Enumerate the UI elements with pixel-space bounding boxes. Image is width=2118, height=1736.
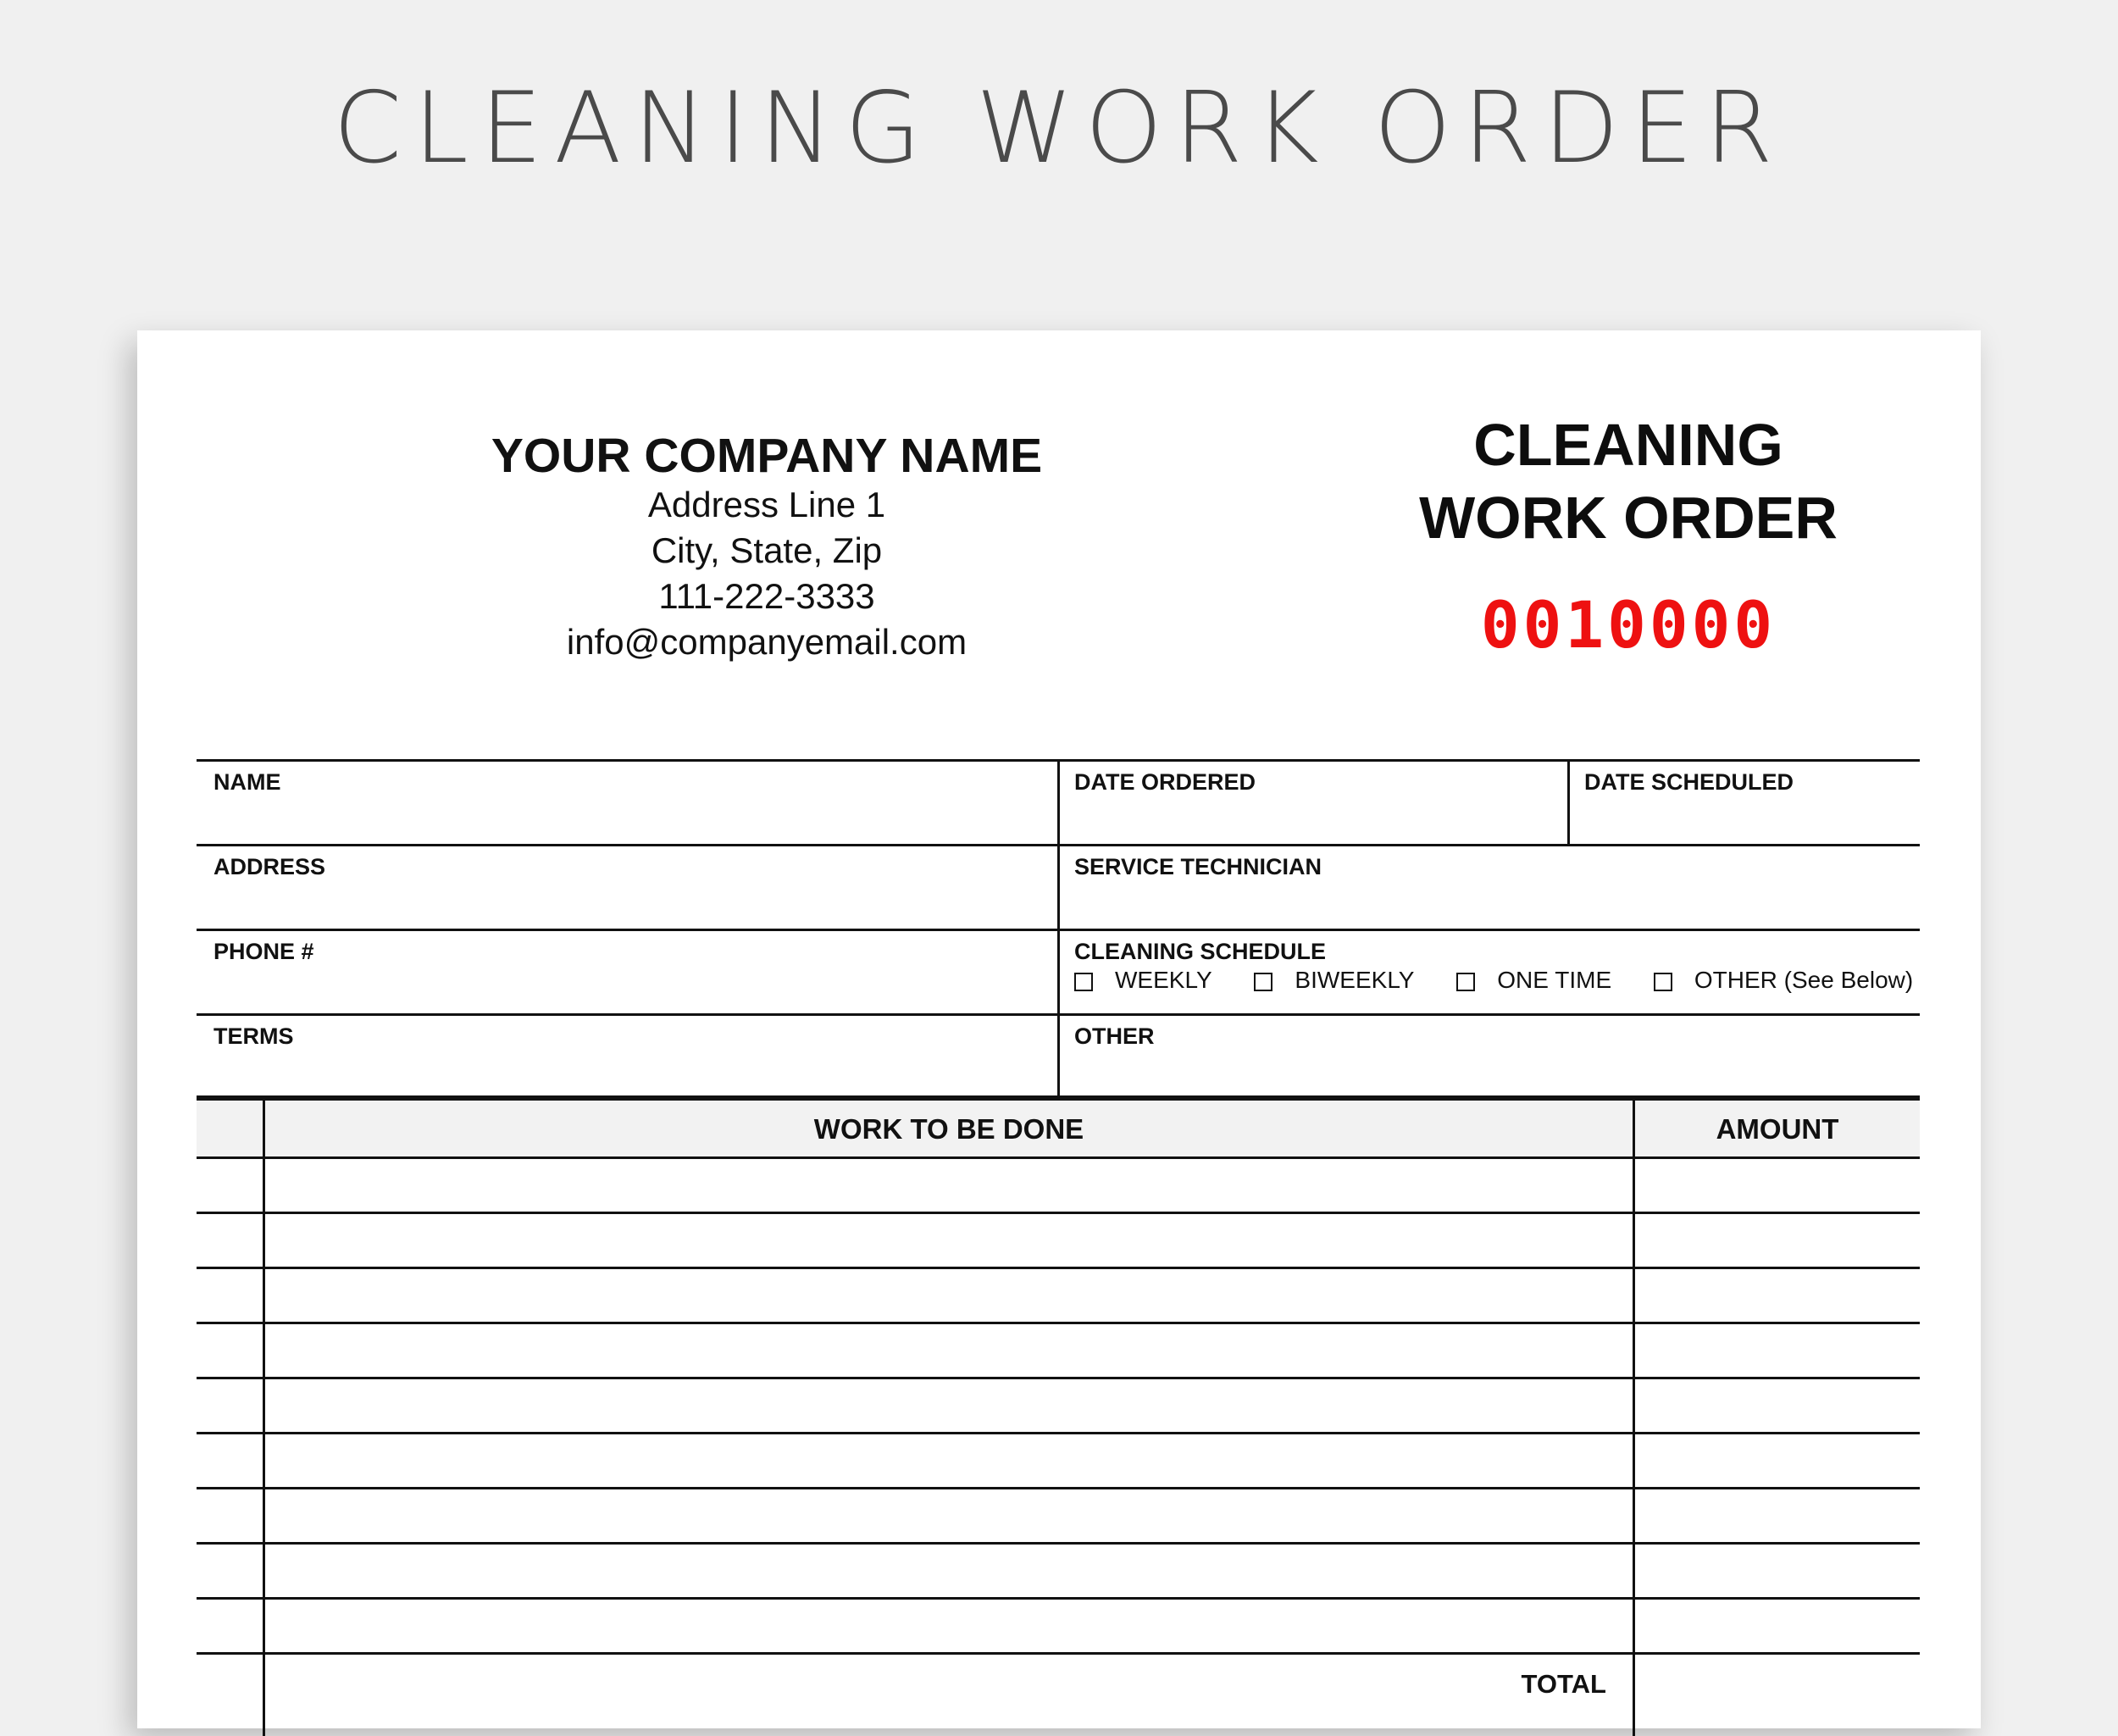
row-line — [197, 1267, 1920, 1269]
option-other-label: OTHER (See Below) — [1694, 966, 1914, 993]
company-address: Address Line 1 — [647, 485, 886, 524]
field-service-technician[interactable]: SERVICE TECHNICIAN — [1074, 854, 1322, 879]
row-line — [197, 1212, 1920, 1214]
checkbox-other[interactable] — [1654, 973, 1672, 991]
schedule-options — [1074, 966, 1913, 993]
column-divider — [263, 1101, 265, 1736]
column-divider — [1633, 1101, 1635, 1736]
field-date-scheduled[interactable]: DATE SCHEDULED — [1584, 769, 1794, 795]
amount-header: AMOUNT — [1716, 1113, 1839, 1145]
order-number: 0010000 — [1480, 587, 1777, 663]
document-title-line-1: CLEANING — [1473, 412, 1783, 478]
company-email: info@companyemail.com — [566, 622, 968, 662]
option-one-time-label: ONE TIME — [1497, 966, 1612, 993]
option-weekly[interactable] — [1074, 968, 1212, 993]
checkbox-one-time[interactable] — [1456, 973, 1475, 991]
row-line — [197, 1542, 1920, 1545]
banner-title: CLEANING WORK ORDER — [333, 71, 1785, 186]
work-order-sheet — [137, 330, 1981, 1728]
option-biweekly-label: BIWEEKLY — [1295, 966, 1415, 993]
grid-divider — [1567, 759, 1570, 846]
company-city-state-zip: City, State, Zip — [651, 530, 883, 570]
work-table-top-rule — [197, 1095, 1920, 1101]
row-line — [197, 1487, 1920, 1489]
customer-info-grid — [197, 759, 1920, 1096]
grid-divider — [1057, 759, 1060, 1096]
checkbox-weekly[interactable] — [1074, 973, 1093, 991]
work-to-be-done-header: WORK TO BE DONE — [813, 1113, 1084, 1145]
company-name: YOUR COMPANY NAME — [491, 429, 1043, 483]
option-one-time[interactable] — [1456, 968, 1611, 993]
field-name[interactable]: NAME — [213, 769, 281, 795]
field-terms[interactable]: TERMS — [213, 1023, 294, 1049]
total-label: TOTAL — [1521, 1669, 1606, 1699]
row-line — [197, 1652, 1920, 1655]
row-line — [197, 1432, 1920, 1434]
company-block — [345, 430, 1189, 665]
checkbox-biweekly[interactable] — [1254, 973, 1272, 991]
document-title — [1247, 408, 2010, 554]
document-title-line-2: WORK ORDER — [1419, 485, 1838, 551]
work-table — [197, 1101, 1920, 1736]
row-line — [197, 1377, 1920, 1379]
option-weekly-label: WEEKLY — [1115, 966, 1212, 993]
row-line — [197, 1597, 1920, 1600]
field-date-ordered[interactable]: DATE ORDERED — [1074, 769, 1256, 795]
row-line — [197, 1322, 1920, 1324]
field-phone[interactable]: PHONE # — [213, 939, 314, 964]
field-address[interactable]: ADDRESS — [213, 854, 326, 879]
company-phone: 111-222-3333 — [658, 576, 875, 616]
field-cleaning-schedule: CLEANING SCHEDULE — [1074, 939, 1327, 964]
field-other[interactable]: OTHER — [1074, 1023, 1155, 1049]
option-other[interactable] — [1654, 968, 1913, 993]
row-line — [197, 1156, 1920, 1159]
option-biweekly[interactable] — [1254, 968, 1414, 993]
